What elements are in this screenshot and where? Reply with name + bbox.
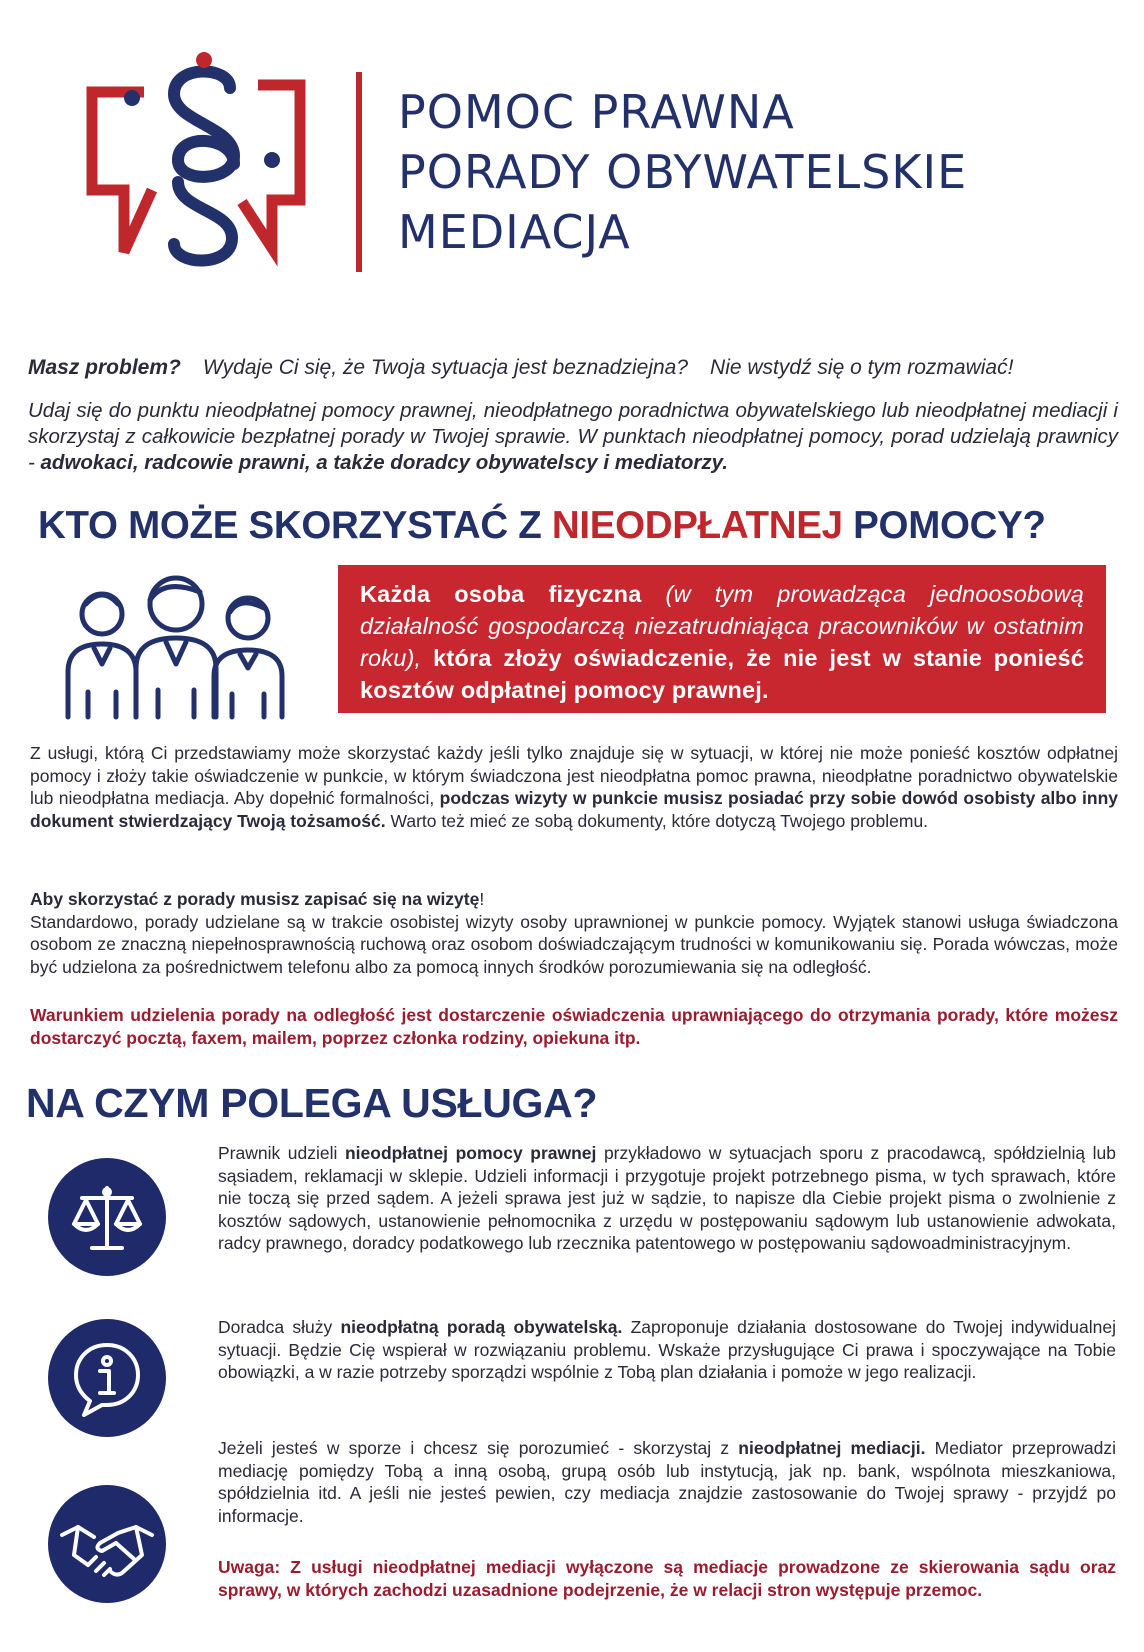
intro-body-bold: adwokaci, radcowie prawni, a także doradcy obywatelscy i mediatorzy. (40, 451, 728, 474)
eligibility-italic: (w tym prowadząca jednoosobową działalność gospodarczą niezatrudniająca pracowników w ostatnim roku), (360, 581, 1084, 671)
details-text: Z usługi, którą Ci przedstawiamy może skorzystać każdy jeśli tylko znajduje się w sytuacji, w której nie może ponieść kosztów odpłatnej pomocy i złoży takie oświadczenie w punkcie, w którym świadczona jest nieodpłatna pomoc prawna, nieodpłatne poradnictwo obywatelskie lub nieodpłatna mediacja. Aby dopełnić formalności, (30, 743, 1118, 808)
logo-divider (356, 72, 362, 272)
eligibility-box (338, 565, 1106, 713)
appointment-lead: Aby skorzystać z porady musisz zapisać się na wizytę (30, 889, 480, 909)
service-text: Prawnik udzieli (218, 1143, 345, 1163)
service-text: Doradca służy (218, 1317, 341, 1337)
mediation-warning-note: Uwaga: Z usługi nieodpłatnej mediacji wyłączone są mediacje prowadzone ze skierowania sądu oraz sprawy, w których zachodzi uzasadnione podejrzenie, że w relacji stron występuje przemoc. (218, 1557, 1116, 1600)
details-text: Warto też mieć ze sobą dokumenty, które dotyczą Twojego problemu. (385, 810, 929, 831)
service-text-bold: nieodpłatnej pomocy prawnej (344, 1143, 597, 1163)
eligibility-bold: która złoży oświadczenie, że nie jest w stanie ponieść kosztów odpłatnej pomocy prawnej. (360, 645, 1085, 703)
legal-aid-paragraph (218, 1142, 1116, 1255)
appointment-excl: ! (479, 889, 485, 909)
service-text: Jeżeli jesteś w sporze i chcesz się porozumieć - skorzystaj z (218, 1438, 739, 1458)
intro-question-3: Nie wstydź się o tym rozmawiać! (710, 356, 1014, 379)
section-sign-logo-icon (82, 40, 382, 280)
who-heading-part: POMOCY? (842, 504, 1046, 547)
appointment-body: Standardowo, porady udzielane są w trakcie osobistej wizyty osoby uprawnionej w punkcie pomocy. Wyjątek stanowi usługa świadczona osobom ze znaczną niepełnosprawnością ruchową oraz osobom doświadczającym trudności w komunikowaniu się. Porada wówczas, może być udzielona za pośrednictwem telefonu albo za pomocą innych środków porozumiewania się na odległość. (30, 911, 1118, 977)
appointment-paragraph (30, 888, 1118, 978)
eligibility-bold: Każda osoba fizyczna (360, 581, 642, 607)
intro-question-1: Masz problem? (28, 356, 181, 379)
service-text-bold: nieodpłatnej mediacji. (738, 1438, 926, 1458)
logo-title-line: POMOC PRAWNA (398, 85, 795, 139)
logo-title-line: MEDIACJA (398, 205, 631, 259)
intro-question-2: Wydaje Ci się, że Twoja sytuacja jest beznadziejna? (202, 356, 689, 379)
remote-condition-note: Warunkiem udzielenia porady na odległość jest dostarczenie oświadczenia uprawniającego do otrzymania porady, które możesz dostarczyć pocztą, faxem, mailem, poprzez członka rodziny, opiekuna itp. (30, 1005, 1118, 1048)
mediation-paragraph (218, 1437, 1116, 1527)
who-heading-red: NIEODPŁATNEJ (551, 504, 843, 547)
who-heading (38, 504, 1046, 548)
citizen-advice-paragraph (218, 1316, 1116, 1384)
intro-body: Udaj się do punktu nieodpłatnej pomocy prawnej, nieodpłatnego poradnictwa obywatelskiego lub nieodpłatnej mediacji i skorzystaj z całkowicie bezpłatnej porady w Twojej sprawie. W punktach nieodpłatnej pomocy, porad udzielają prawnicy - (28, 399, 1118, 474)
info-bubble-icon (48, 1319, 166, 1437)
service-heading: NA CZYM POLEGA USŁUGA? (26, 1080, 598, 1126)
service-text: Mediator przeprowadzi mediację pomiędzy Tobą a inną osobą, grupą osób lub instytucją, jak np. bank, wspólnota mieszkaniowa, spółdzielnia itd. A jeśli nie jesteś pewien, czy mediacja znajdzie zastosowanie do Twojej sprawy - przyjdź po informacje. (218, 1438, 1117, 1526)
service-text: Zaproponuje działania dostosowane do Twojej indywidualnej sytuacji. Będzie Cię wspierał w rozwiązaniu problemu. Wskaże przysługujące Ci prawa i spoczywające na Tobie obowiązki, a w razie potrzeby sporządzi wspólnie z Tobą plan działania i pomoże w jego realizacji. (218, 1317, 1116, 1382)
logo-title-line: PORADY OBYWATELSKIE (398, 145, 968, 199)
who-heading-part: KTO MOŻE SKORZYSTAĆ Z (38, 504, 552, 547)
details-text-bold: podczas wizyty w punkcie musisz posiadać przy sobie dowód osobisty albo inny dokument stwierdzający Twoją tożsamość. (30, 788, 1118, 831)
intro-paragraph (28, 398, 1118, 476)
service-text: przykładowo w sytuacjach sporu z pracodawcą, spółdzielnią lub sąsiadem, reklamacji w sklepie. Udzieli informacji i przygotuje projekt potrzebnego pisma, w tych sprawach, które nie toczą się przed sądem. A jeżeli sprawa jest już w sądzie, to napisze dla Ciebie projekt pisma o zwolnienie z kosztów sądowych, ustanowienie pełnomocnika z urzędu w postępowaniu sądowym lub ustanowienie adwokata, radcy prawnego, doradcy podatkowego lub rzecznika patentowego w postępowaniu sądowoadministracyjnym. (218, 1143, 1116, 1253)
scales-of-justice-icon (48, 1158, 166, 1276)
intro-questions (28, 356, 1116, 380)
people-group-icon (64, 572, 286, 722)
logo-title (398, 82, 967, 262)
details-paragraph (30, 742, 1118, 832)
handshake-icon (48, 1485, 166, 1603)
service-text-bold: nieodpłatną poradą obywatelską. (340, 1317, 623, 1337)
